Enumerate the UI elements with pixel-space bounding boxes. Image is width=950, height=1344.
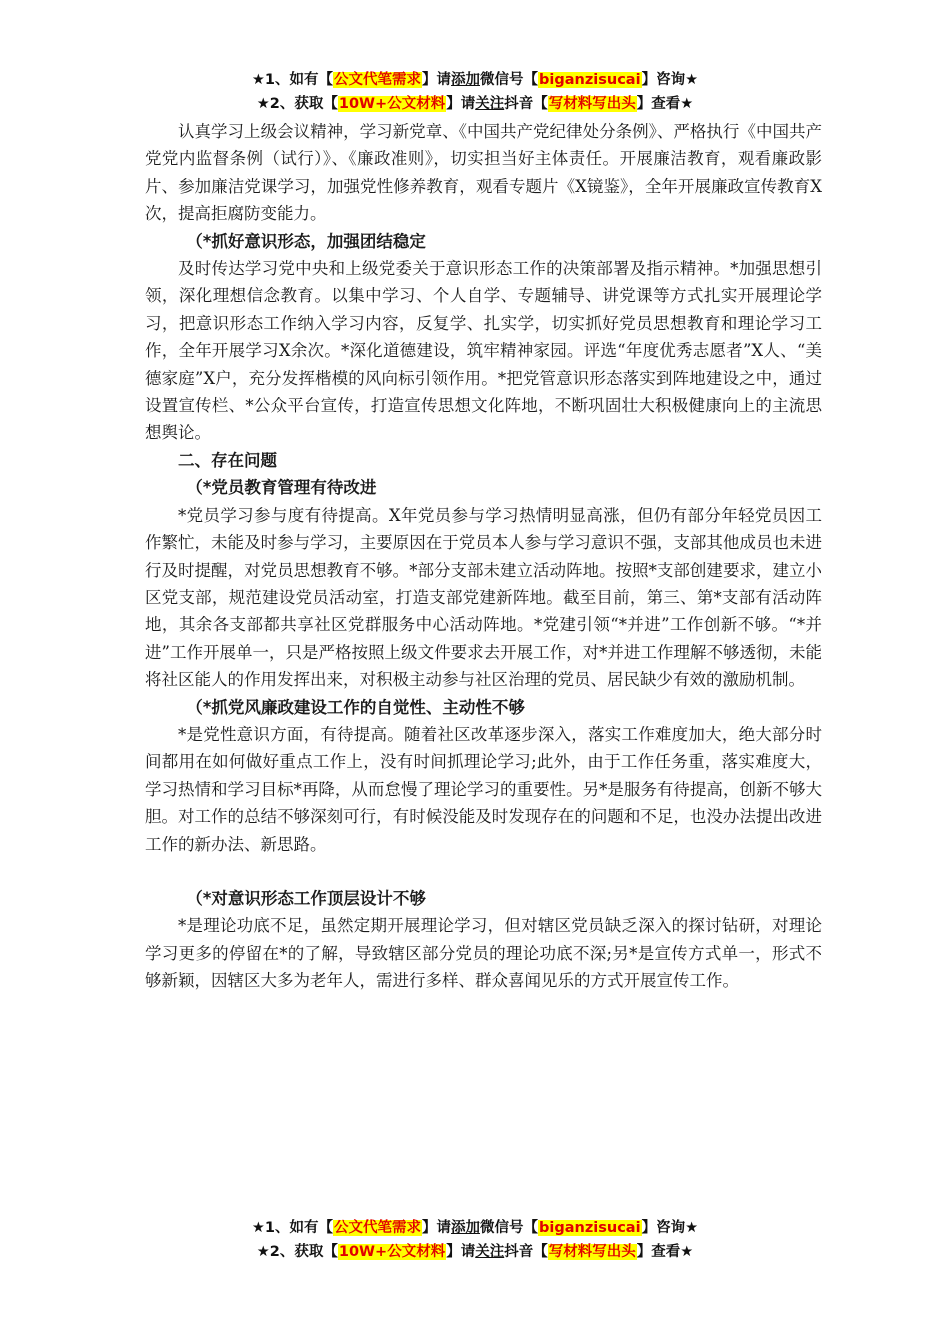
banner-text: ★2、获取【 <box>256 1244 338 1260</box>
banner-text: 】请 <box>422 72 452 88</box>
highlight-douyin-account: 写材料写出头 <box>548 1244 636 1260</box>
banner-line-2 <box>0 1240 950 1264</box>
underlined-follow: 关注 <box>475 1244 505 1260</box>
banner-text: 】请 <box>422 1220 452 1236</box>
underlined-follow: 关注 <box>475 96 505 112</box>
highlight-materials: 10W+公文材料 <box>338 1244 446 1260</box>
banner-text: ★2、获取【 <box>256 96 338 112</box>
bottom-banner <box>0 1216 950 1264</box>
top-banner <box>0 68 950 116</box>
heading-top-design: （*对意识形态工作顶层设计不够 <box>186 888 426 908</box>
underlined-add: 添加 <box>451 1220 481 1236</box>
banner-text: 】咨询★ <box>641 1220 699 1236</box>
banner-line-1 <box>0 1216 950 1240</box>
heading-problems: 二、存在问题 <box>178 450 277 470</box>
banner-text: 】请 <box>446 1244 476 1260</box>
paragraph-top-design: *是理论功底不足，虽然定期开展理论学习，但对辖区党员缺乏深入的探讨钻研，对理论学习更多的停留在*的了解，导致辖区部分党员的理论功底不深;另*是宣传方式单一，形式不够新颖，因辖区大多为老年人，需进行多样、群众喜闻见乐的方式开展宣传工作。 <box>145 916 822 991</box>
banner-text: 】查看★ <box>636 96 694 112</box>
highlight-ghostwriting: 公文代笔需求 <box>334 1220 422 1236</box>
banner-line-2 <box>0 92 950 116</box>
banner-text: ★1、如有【 <box>251 1220 334 1236</box>
banner-text: 微信号【 <box>480 1220 539 1236</box>
heading-member-education: （*党员教育管理有待改进 <box>186 478 377 498</box>
banner-text: 微信号【 <box>480 72 539 88</box>
highlight-wechat-id: biganzisucai <box>539 1220 641 1236</box>
spacer <box>145 858 822 885</box>
heading-ideology: （*抓好意识形态，加强团结稳定 <box>186 231 426 251</box>
banner-text: 】查看★ <box>636 1244 694 1260</box>
banner-text: 抖音【 <box>504 96 548 112</box>
highlight-wechat-id: biganzisucai <box>539 72 641 88</box>
heading-integrity-initiative: （*抓党风廉政建设工作的自觉性、主动性不够 <box>186 697 525 717</box>
paragraph-ideology: 及时传达学习党中央和上级党委关于意识形态工作的决策部署及指示精神。*加强思想引领，深化理想信念教育。以集中学习、个人自学、专题辅导、讲党课等方式扎实开展理论学习，把意识形态工作纳入学习内容，反复学、扎实学，切实抓好党员思想教育和理论学习工作，全年开展学习X余次。*深化道德建设，筑牢精神家园。评选“年度优秀志愿者”X人、“美德家庭”X户，充分发挥楷模的风向标引领作用。*把党管意识形态落实到阵地建设之中，通过设置宣传栏、*公众平台宣传，打造宣传思想文化阵地，不断巩固壮大积极健康向上的主流思想舆论。 <box>145 259 822 443</box>
banner-text: 】请 <box>446 96 476 112</box>
underlined-add: 添加 <box>451 72 481 88</box>
banner-text: ★1、如有【 <box>251 72 334 88</box>
paragraph-integrity-initiative: *是党性意识方面，有待提高。随着社区改革逐步深入，落实工作难度加大，绝大部分时间都用在如何做好重点工作上，没有时间抓理论学习;此外，由于工作任务重，落实难度大，学习热情和学习目标*再降，从而怠慢了理论学习的重要性。另*是服务有待提高，创新不够大胆。对工作的总结不够深刻可行，有时候没能及时发现存在的问题和不足，也没办法提出改进工作的新办法、新思路。 <box>145 724 822 854</box>
banner-text: 】咨询★ <box>641 72 699 88</box>
banner-text: 抖音【 <box>504 1244 548 1260</box>
highlight-materials: 10W+公文材料 <box>338 96 446 112</box>
highlight-ghostwriting: 公文代笔需求 <box>334 72 422 88</box>
paragraph-member-education: *党员学习参与度有待提高。X年党员参与学习热情明显高涨，但仍有部分年轻党员因工作繁忙，未能及时参与学习，主要原因在于党员本人参与学习意识不强，支部其他成员也未进行及时提醒，对党员思想教育不够。*部分支部未建立活动阵地。按照*支部创建要求，建立小区党支部，规范建设党员活动室，打造支部党建新阵地。截至目前，第三、第*支部有活动阵地，其余各支部都共享社区党群服务中心活动阵地。*党建引领“*并进”工作创新不够。“*并进”工作开展单一，只是严格按照上级文件要求去开展工作，对*并进工作理解不够透彻，未能将社区能人的作用发挥出来，对积极主动参与社区治理的党员、居民缺少有效的激励机制。 <box>145 505 822 690</box>
banner-line-1 <box>0 68 950 92</box>
document-body <box>145 118 822 995</box>
highlight-douyin-account: 写材料写出头 <box>548 96 636 112</box>
paragraph-integrity-education: 认真学习上级会议精神，学习新党章、《中国共产党纪律处分条例》、严格执行《中国共产党党内监督条例（试行）》、《廉政准则》，切实担当好主体责任。开展廉洁教育，观看廉政影片、参加廉洁党课学习，加强党性修养教育，观看专题片《X镜鉴》，全年开展廉政宣传教育X次，提高拒腐防变能力。 <box>145 122 822 224</box>
